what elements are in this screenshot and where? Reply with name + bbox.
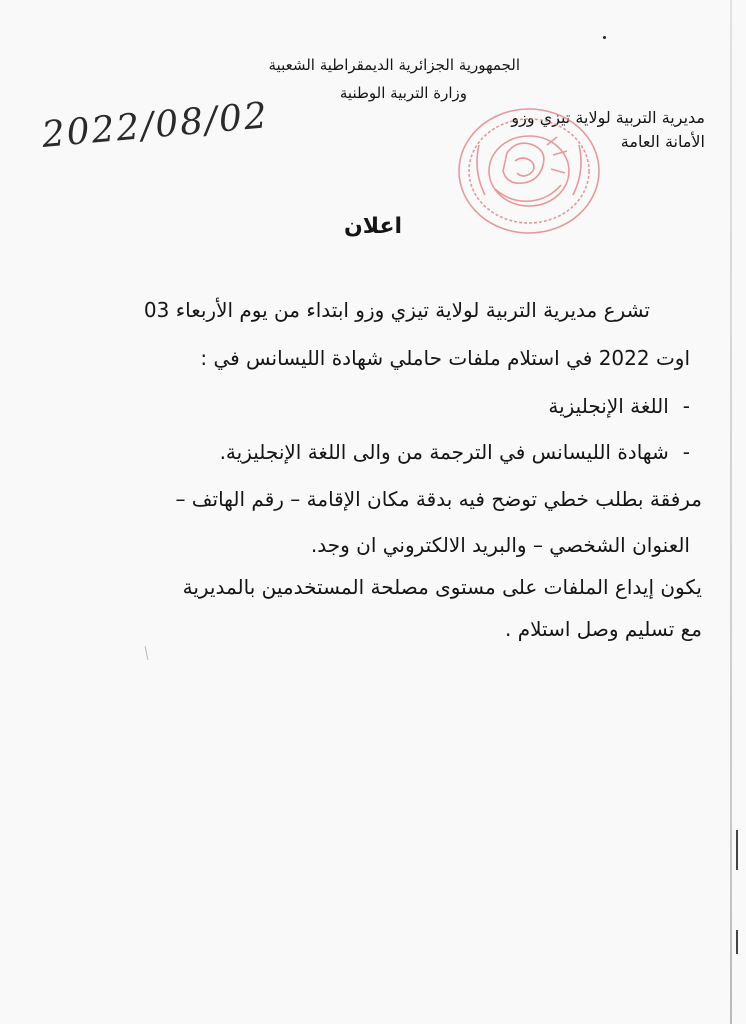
body-line: مرفقة بطلب خطي توضح فيه بدقة مكان الإقامة – رقم الهاتف – xyxy=(175,487,702,511)
handwritten-date: 2022/08/02 xyxy=(40,95,271,156)
list-item-text: شهادة الليسانس في الترجمة من والى اللغة الإنجليزية. xyxy=(219,440,669,464)
body-line: تشرع مديرية التربية لولاية تيزي وزو ابتداء من يوم الأربعاء 03 xyxy=(143,298,650,322)
secretariat-heading: الأمانة العامة xyxy=(620,132,705,151)
body-line: يكون إيداع الملفات على مستوى مصلحة المستخدمين بالمديرية xyxy=(182,575,702,599)
republic-heading: الجمهورية الجزائرية الديمقراطية الشعبية xyxy=(268,56,520,74)
edge-mark xyxy=(736,830,738,870)
announcement-title: اعلان xyxy=(343,214,403,239)
ink-dot xyxy=(603,36,606,39)
ministry-heading: وزارة التربية الوطنية xyxy=(339,84,467,102)
page-edge xyxy=(730,0,732,1024)
list-item xyxy=(220,440,690,464)
pen-stroke xyxy=(145,646,149,660)
bullet-marker: - xyxy=(682,440,690,464)
bullet-marker: - xyxy=(682,394,690,418)
body-line: مع تسليم وصل استلام . xyxy=(505,617,702,641)
body-line: اوت 2022 في استلام ملفات حاملي شهادة الليسانس في : xyxy=(200,346,690,370)
edge-mark xyxy=(736,930,738,954)
body-line: العنوان الشخصي – والبريد الالكتروني ان وجد. xyxy=(310,533,690,557)
list-item xyxy=(548,394,690,418)
directorate-heading: مديرية التربية لولاية تيزي وزو xyxy=(511,108,705,127)
list-item-text: اللغة الإنجليزية xyxy=(548,394,669,418)
